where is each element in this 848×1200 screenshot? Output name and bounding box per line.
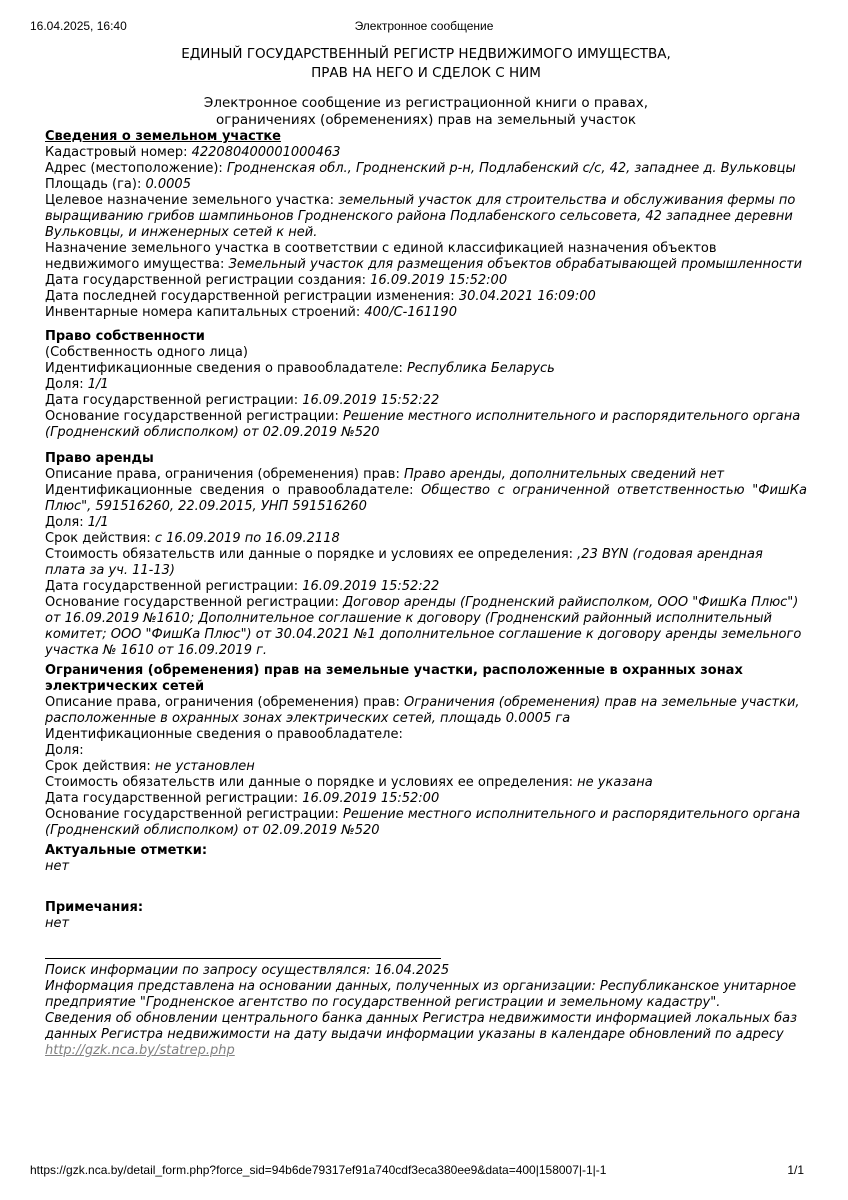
source-organization-line: Информация представлена на основании данных, полученных из организации: Республиканское унитарное предприятие "Гродненское агентство по государственной регистрации и земельному кадастру". — [45, 979, 797, 1010]
section-restrictions-heading: Ограничения (обременения) прав на земельные участки, расположенные в охранных зонах электрических сетей — [45, 663, 743, 694]
field-label: Описание права, ограничения (обременения) прав: — [45, 467, 404, 482]
field-purpose — [45, 193, 807, 241]
notes-value: нет — [45, 916, 70, 931]
field-value: 16.09.2019 15:52:00 — [302, 791, 440, 806]
print-timestamp: 16.04.2025, 16:40 — [30, 19, 127, 33]
field-label: Описание права, ограничения (обременения) прав: — [45, 695, 404, 710]
field-label: Дата государственной регистрации: — [45, 791, 303, 806]
field-share — [45, 743, 807, 759]
field-value: 16.09.2019 15:52:22 — [302, 579, 440, 594]
field-area — [45, 177, 807, 193]
registry-title — [45, 45, 807, 83]
field-holder — [45, 361, 807, 377]
field-label: Площадь (га): — [45, 177, 146, 192]
section-parcel — [45, 129, 807, 321]
print-source-url: https://gzk.nca.by/detail_form.php?force_sid=94b6de79317ef91a740cdf3eca380ee9&data=400|158007|-1|-1 — [30, 1163, 607, 1177]
field-label: Дата государственной регистрации создания: — [45, 273, 371, 288]
field-address — [45, 161, 807, 177]
search-date-line: Поиск информации по запросу осуществлялся: 16.04.2025 — [45, 963, 450, 978]
field-label: Дата государственной регистрации: — [45, 579, 303, 594]
field-value: 1/1 — [87, 515, 109, 530]
registry-title-line1: ЕДИНЫЙ ГОСУДАРСТВЕННЫЙ РЕГИСТР НЕДВИЖИМОГО ИМУЩЕСТВА, — [181, 46, 671, 62]
document-body — [45, 45, 807, 1059]
section-restrictions — [45, 663, 807, 839]
field-label: Инвентарные номера капитальных строений: — [45, 305, 365, 320]
section-lease — [45, 451, 807, 659]
section-notes-heading: Примечания: — [45, 900, 144, 915]
field-value: Право аренды, дополнительных сведений нет — [403, 467, 725, 482]
message-subtitle — [45, 95, 807, 129]
field-label: Идентификационные сведения о правообладателе: — [45, 483, 422, 498]
field-term — [45, 531, 807, 547]
field-basis — [45, 409, 807, 441]
ownership-type: (Собственность одного лица) — [45, 345, 248, 360]
field-label: Основание государственной регистрации: — [45, 595, 344, 610]
field-modified-date — [45, 289, 807, 305]
field-label: Доля: — [45, 515, 88, 530]
field-classification — [45, 241, 807, 273]
section-parcel-heading: Сведения о земельном участке — [45, 129, 281, 144]
field-value: 0.0005 — [145, 177, 191, 192]
field-label: Основание государственной регистрации: — [45, 807, 344, 822]
field-label: Назначение земельного участка в соответствии с единой классификацией назначения объектов недвижимого имущества: — [45, 241, 717, 272]
field-share — [45, 377, 807, 393]
field-cost — [45, 775, 807, 791]
field-created-date — [45, 273, 807, 289]
update-link-line — [45, 1043, 807, 1059]
field-cost — [45, 547, 807, 579]
field-value: Республика Беларусь — [406, 361, 555, 376]
registry-title-line2: ПРАВ НА НЕГО И СДЕЛОК С НИМ — [311, 65, 541, 81]
field-label: Идентификационные сведения о правообладателе: — [45, 727, 403, 742]
field-holder — [45, 483, 807, 515]
marks-value: нет — [45, 859, 70, 874]
field-value: не установлен — [154, 759, 255, 774]
update-info-line: Сведения об обновлении центрального банка данных Регистра недвижимости информацией локальных баз данных Регистра недвижимости на дату выдачи информации указаны в календаре обновлений по адресу — [45, 1011, 798, 1042]
message-subtitle-line1: Электронное сообщение из регистрационной книги о правах, — [203, 95, 649, 111]
field-reg-date — [45, 791, 807, 807]
field-value: с 16.09.2019 по 16.09.2118 — [154, 531, 340, 546]
field-reg-date — [45, 579, 807, 595]
field-value: Земельный участок для размещения объектов обрабатывающей промышленности — [228, 257, 803, 272]
field-value: 422080400001000463 — [191, 145, 341, 160]
field-label: Дата последней государственной регистрации изменения: — [45, 289, 459, 304]
field-label: Срок действия: — [45, 759, 155, 774]
section-marks-heading: Актуальные отметки: — [45, 843, 208, 858]
field-label: Доля: — [45, 377, 88, 392]
field-value: Решение местного исполнительного и распорядительного органа (Гродненский облисполком) от 02.09.2019 №520 — [45, 409, 801, 440]
field-label: Идентификационные сведения о правообладателе: — [45, 361, 407, 376]
field-value: земельный участок для строительства и обслуживания фермы по выращиванию грибов шампиньонов Гродненского района Подлабенского сельсовета, 42 западнее деревни Вульковцы, и инженерных сетей к ней. — [45, 193, 796, 240]
signature-divider — [45, 958, 441, 959]
field-value: Ограничения (обременения) прав на земельные участки, расположенные в охранных зонах электрических сетей, площадь 0.0005 га — [45, 695, 800, 726]
field-label: Основание государственной регистрации: — [45, 409, 344, 424]
field-label: Стоимость обязательств или данные о порядке и условиях ее определения: — [45, 775, 578, 790]
field-value: ,23 BYN (годовая арендная плата за уч. 11-13) — [45, 547, 763, 578]
field-label: Кадастровый номер: — [45, 145, 192, 160]
field-value: 1/1 — [87, 377, 109, 392]
field-inventory-numbers — [45, 305, 807, 321]
section-lease-heading: Право аренды — [45, 451, 154, 466]
field-value: 16.09.2019 15:52:00 — [370, 273, 508, 288]
field-label: Срок действия: — [45, 531, 155, 546]
field-label: Целевое назначение земельного участка: — [45, 193, 339, 208]
calendar-update-link[interactable]: http://gzk.nca.by/statrep.php — [45, 1043, 235, 1058]
field-value: не указана — [577, 775, 653, 790]
field-value: 400/С-161190 — [364, 305, 457, 320]
field-value: 30.04.2021 16:09:00 — [458, 289, 596, 304]
section-ownership-heading: Право собственности — [45, 329, 205, 344]
field-label: Дата государственной регистрации: — [45, 393, 303, 408]
page-indicator: 1/1 — [787, 1163, 804, 1177]
field-label: Доля: — [45, 743, 84, 758]
field-holder — [45, 727, 807, 743]
field-share — [45, 515, 807, 531]
field-reg-date — [45, 393, 807, 409]
field-term — [45, 759, 807, 775]
print-footer — [30, 1163, 804, 1177]
print-header-title: Электронное сообщение — [354, 19, 494, 33]
section-info-footer — [45, 958, 807, 1059]
field-cadastral-number — [45, 145, 807, 161]
field-description — [45, 695, 807, 727]
section-ownership — [45, 329, 807, 441]
field-value: Гродненская обл., Гродненский р-н, Подлабенский с/с, 42, западнее д. Вульковцы — [226, 161, 796, 176]
field-value: 16.09.2019 15:52:22 — [302, 393, 440, 408]
field-basis — [45, 595, 807, 659]
field-label: Стоимость обязательств или данные о порядке и условиях ее определения: — [45, 547, 578, 562]
field-label: Адрес (местоположение): — [45, 161, 227, 176]
field-value: Решение местного исполнительного и распорядительного органа (Гродненский облисполком) от 02.09.2019 №520 — [45, 807, 801, 838]
field-value: Общество с ограниченной ответственностью "ФишКа Плюс", 591516260, 22.09.2015, УНП 591516260 — [45, 483, 807, 514]
field-description — [45, 467, 807, 483]
field-value: Договор аренды (Гродненский райисполком, ООО "ФишКа Плюс") от 16.09.2019 №1610; Дополнительное соглашение к договору (Гродненский районный исполнительный комитет; ООО "ФишКа Плюс") от 30.04.2021 №1 дополнительное соглашение к договору аренды земельного участка № 1610 от 16.09.2019 г. — [45, 595, 802, 658]
message-subtitle-line2: ограничениях (обременениях) прав на земельный участок — [215, 112, 637, 128]
section-marks — [45, 843, 807, 875]
section-notes — [45, 900, 807, 932]
field-basis — [45, 807, 807, 839]
